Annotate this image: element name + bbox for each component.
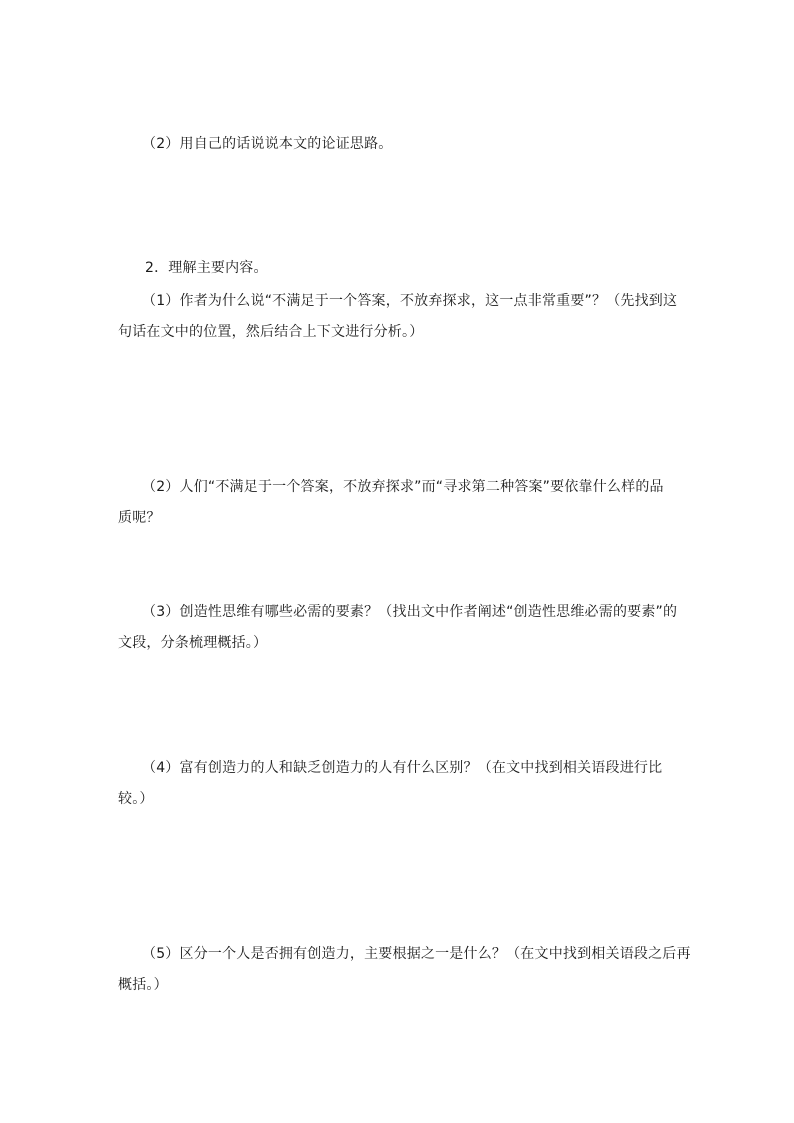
question-2-1-line-1: （1）作者为什么说“不满足于一个答案，不放弃探求，这一点非常重要”？（先找到这 [142,293,678,309]
question-2-2-line-2: 质呢？ [118,510,161,526]
question-2-3-line-2: 文段，分条梳理概括。） [118,635,268,651]
question-1-2: （2）用自己的话说说本文的论证思路。 [142,136,393,152]
question-2-3-line-1: （3）创造性思维有哪些必需的要素？（找出文中作者阐述“创造性思维必需的要素”的 [142,604,678,620]
question-2-2-line-1: （2）人们“不满足于一个答案，不放弃探求”而“寻求第二种答案”要依靠什么样的品 [142,479,664,495]
question-2-1-line-2: 句话在文中的位置，然后结合上下文进行分析。） [118,324,424,340]
question-2-4-line-1: （4）富有创造力的人和缺乏创造力的人有什么区别？（在文中找到相关语段进行比 [142,760,663,776]
question-2-4-line-2: 较。） [118,791,154,807]
question-2-5-line-1: （5）区分一个人是否拥有创造力，主要根据之一是什么？（在文中找到相关语段之后再 [142,946,691,962]
section-2-title: 2．理解主要内容。 [145,260,268,276]
question-2-5-line-2: 概括。） [118,977,168,993]
